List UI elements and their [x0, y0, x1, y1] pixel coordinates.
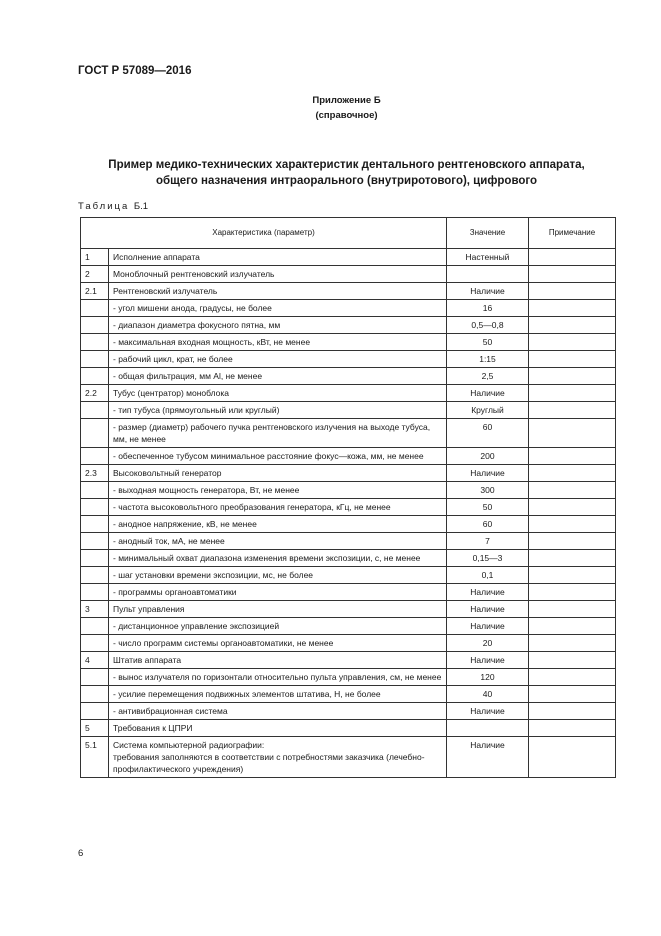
- row-note: [529, 516, 616, 533]
- table-row: [81, 516, 616, 533]
- table-row: [81, 499, 616, 516]
- table-caption-prefix: Таблица: [78, 201, 130, 212]
- table-row: [81, 652, 616, 669]
- table-row: [81, 368, 616, 385]
- row-value: Наличие: [447, 465, 529, 482]
- row-note: [529, 300, 616, 317]
- row-parameter: - число программ системы органоавтоматики, не менее: [109, 635, 447, 652]
- row-parameter: Высоковольтный генератор: [109, 465, 447, 482]
- table-row: [81, 334, 616, 351]
- row-parameter: - антивибрационная система: [109, 703, 447, 720]
- row-parameter: - максимальная входная мощность, кВт, не менее: [109, 334, 447, 351]
- row-number: [81, 584, 109, 601]
- table-row: [81, 618, 616, 635]
- row-note: [529, 465, 616, 482]
- row-value: Наличие: [447, 703, 529, 720]
- row-number: [81, 686, 109, 703]
- row-note: [529, 385, 616, 402]
- row-parameter: - шаг установки времени экспозиции, мс, не более: [109, 567, 447, 584]
- row-number: [81, 669, 109, 686]
- table-row: [81, 317, 616, 334]
- row-number: [81, 368, 109, 385]
- row-parameter: Пульт управления: [109, 601, 447, 618]
- table-row: [81, 669, 616, 686]
- row-parameter: - анодное напряжение, кВ, не менее: [109, 516, 447, 533]
- row-note: [529, 266, 616, 283]
- row-value: Наличие: [447, 584, 529, 601]
- row-parameter: Тубус (центратор) моноблока: [109, 385, 447, 402]
- table-row: [81, 249, 616, 266]
- row-number: [81, 334, 109, 351]
- column-header-parameter: Характеристика (параметр): [81, 218, 447, 249]
- row-note: [529, 720, 616, 737]
- row-value: Наличие: [447, 385, 529, 402]
- row-note: [529, 317, 616, 334]
- row-note: [529, 652, 616, 669]
- row-value: Наличие: [447, 618, 529, 635]
- table-row: [81, 300, 616, 317]
- row-number: 5.1: [81, 737, 109, 778]
- row-note: [529, 737, 616, 778]
- row-number: [81, 482, 109, 499]
- row-note: [529, 567, 616, 584]
- row-note: [529, 448, 616, 465]
- table-body: [81, 249, 616, 778]
- row-number: 2.2: [81, 385, 109, 402]
- column-header-note: Примечание: [529, 218, 616, 249]
- table-caption-number: Б.1: [133, 201, 149, 212]
- row-parameter: - выходная мощность генератора, Вт, не менее: [109, 482, 447, 499]
- row-note: [529, 402, 616, 419]
- row-number: [81, 402, 109, 419]
- row-number: [81, 533, 109, 550]
- table-row: [81, 720, 616, 737]
- row-value: 20: [447, 635, 529, 652]
- row-value: [447, 720, 529, 737]
- row-number: 4: [81, 652, 109, 669]
- row-note: [529, 601, 616, 618]
- row-note: [529, 283, 616, 300]
- row-value: 0,5—0,8: [447, 317, 529, 334]
- appendix-type: (справочное): [315, 110, 378, 121]
- row-parameter: - дистанционное управление экспозицией: [109, 618, 447, 635]
- table-row: [81, 419, 616, 448]
- row-value: 50: [447, 334, 529, 351]
- table-row: [81, 533, 616, 550]
- row-number: [81, 448, 109, 465]
- row-parameter: - тип тубуса (прямоугольный или круглый): [109, 402, 447, 419]
- row-number: [81, 703, 109, 720]
- row-note: [529, 482, 616, 499]
- document-title-line-2: общего назначения интраорального (внутриротового), цифрового: [155, 175, 538, 187]
- row-number: [81, 516, 109, 533]
- row-parameter: - программы органоавтоматики: [109, 584, 447, 601]
- table-row: [81, 550, 616, 567]
- spec-table: [80, 217, 616, 778]
- row-number: 2.3: [81, 465, 109, 482]
- row-value: 7: [447, 533, 529, 550]
- row-number: 5: [81, 720, 109, 737]
- row-value: 0,1: [447, 567, 529, 584]
- row-number: 2: [81, 266, 109, 283]
- row-parameter: - минимальный охват диапазона изменения времени экспозиции, с, не менее: [109, 550, 447, 567]
- row-parameter: - размер (диаметр) рабочего пучка рентгеновского излучения на выходе тубуса, мм, не менее: [109, 419, 447, 448]
- table-row: [81, 283, 616, 300]
- row-number: [81, 567, 109, 584]
- row-value: 16: [447, 300, 529, 317]
- row-value: 0,15—3: [447, 550, 529, 567]
- table-caption: [78, 201, 148, 212]
- row-parameter: - усилие перемещения подвижных элементов штатива, Н, не более: [109, 686, 447, 703]
- table-row: [81, 351, 616, 368]
- table-row: [81, 686, 616, 703]
- row-value: 200: [447, 448, 529, 465]
- row-parameter: Штатив аппарата: [109, 652, 447, 669]
- row-note: [529, 499, 616, 516]
- row-note: [529, 334, 616, 351]
- row-note: [529, 703, 616, 720]
- row-value: Наличие: [447, 601, 529, 618]
- row-parameter: - диапазон диаметра фокусного пятна, мм: [109, 317, 447, 334]
- appendix-label: Приложение Б: [312, 95, 381, 106]
- row-number: [81, 300, 109, 317]
- row-value: Наличие: [447, 737, 529, 778]
- row-value: 1:15: [447, 351, 529, 368]
- row-value: Наличие: [447, 283, 529, 300]
- row-parameter: - частота высоковольтного преобразования генератора, кГц, не менее: [109, 499, 447, 516]
- column-header-value: Значение: [447, 218, 529, 249]
- row-number: [81, 550, 109, 567]
- row-parameter: - угол мишени анода, градусы, не более: [109, 300, 447, 317]
- row-parameter: - общая фильтрация, мм Al, не менее: [109, 368, 447, 385]
- row-parameter: - рабочий цикл, крат, не более: [109, 351, 447, 368]
- row-value: 120: [447, 669, 529, 686]
- row-value: Настенный: [447, 249, 529, 266]
- row-note: [529, 368, 616, 385]
- table-row: [81, 737, 616, 778]
- row-number: 2.1: [81, 283, 109, 300]
- table-row: [81, 448, 616, 465]
- row-parameter: Требования к ЦПРИ: [109, 720, 447, 737]
- row-value: Круглый: [447, 402, 529, 419]
- row-value: 300: [447, 482, 529, 499]
- row-number: 3: [81, 601, 109, 618]
- row-parameter: - вынос излучателя по горизонтали относительно пульта управления, см, не менее: [109, 669, 447, 686]
- row-value: [447, 266, 529, 283]
- table-header-row: [81, 218, 616, 249]
- table-row: [81, 567, 616, 584]
- row-number: [81, 317, 109, 334]
- row-parameter: Рентгеновский излучатель: [109, 283, 447, 300]
- table-row: [81, 584, 616, 601]
- row-value: 60: [447, 516, 529, 533]
- row-parameter: - обеспеченное тубусом минимальное расстояние фокус—кожа, мм, не менее: [109, 448, 447, 465]
- row-value: 60: [447, 419, 529, 448]
- row-number: 1: [81, 249, 109, 266]
- row-value: 2,5: [447, 368, 529, 385]
- row-note: [529, 686, 616, 703]
- row-number: [81, 635, 109, 652]
- row-value: 50: [447, 499, 529, 516]
- table-row: [81, 601, 616, 618]
- row-number: [81, 499, 109, 516]
- row-note: [529, 419, 616, 448]
- row-note: [529, 669, 616, 686]
- row-number: [81, 351, 109, 368]
- table-row: [81, 635, 616, 652]
- row-parameter: Система компьютерной радиографии: требования заполняются в соответствии с потребностями заказчика (лечебно-профилактического учреждения): [109, 737, 447, 778]
- document-code: ГОСТ Р 57089—2016: [78, 65, 192, 77]
- table-row: [81, 482, 616, 499]
- row-number: [81, 618, 109, 635]
- table-row: [81, 465, 616, 482]
- table-row: [81, 703, 616, 720]
- table-row: [81, 266, 616, 283]
- row-note: [529, 618, 616, 635]
- row-note: [529, 351, 616, 368]
- row-number: [81, 419, 109, 448]
- row-note: [529, 584, 616, 601]
- table-row: [81, 385, 616, 402]
- page-number: 6: [78, 848, 84, 859]
- row-parameter: - анодный ток, мА, не менее: [109, 533, 447, 550]
- row-note: [529, 249, 616, 266]
- row-parameter: Моноблочный рентгеновский излучатель: [109, 266, 447, 283]
- row-value: 40: [447, 686, 529, 703]
- table-row: [81, 402, 616, 419]
- row-value: Наличие: [447, 652, 529, 669]
- row-note: [529, 550, 616, 567]
- row-parameter: Исполнение аппарата: [109, 249, 447, 266]
- row-note: [529, 533, 616, 550]
- document-title: [78, 157, 615, 189]
- row-note: [529, 635, 616, 652]
- document-title-line-1: Пример медико-технических характеристик дентального рентгеновского аппарата,: [108, 159, 585, 171]
